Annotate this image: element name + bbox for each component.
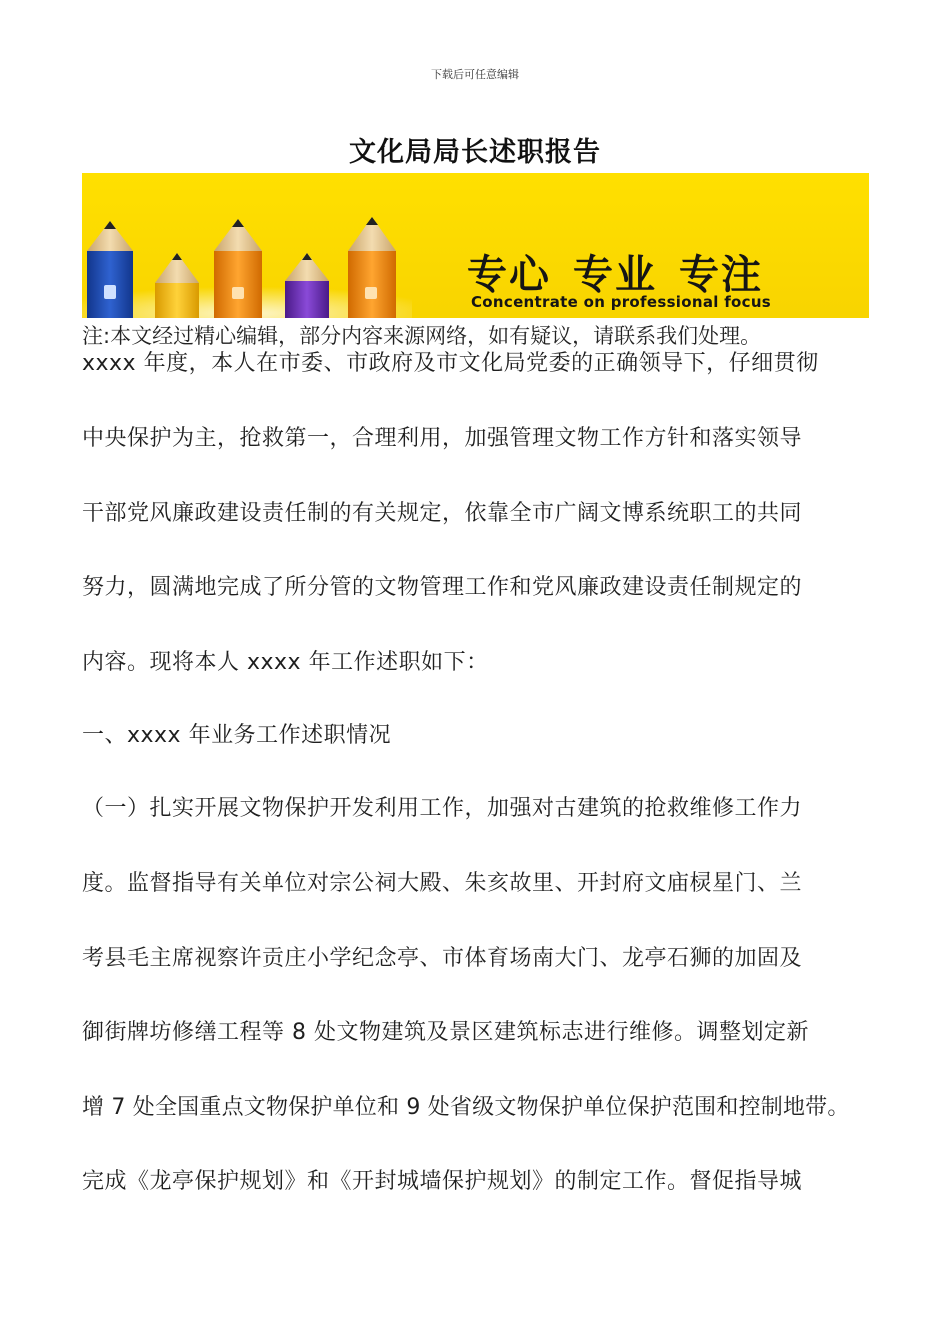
editor-note: 注:本文经过精心编辑，部分内容来源网络，如有疑议，请联系我们处理。 [82, 324, 762, 348]
body-line: 增 7 处全国重点文物保护单位和 9 处省级文物保护单位保护范围和控制地带。 [82, 1095, 850, 1120]
header-note: 下载后可任意编辑 [431, 68, 519, 81]
pencil-orange [214, 219, 262, 318]
body-line: 中央保护为主，抢救第一，合理利用，加强管理文物工作方针和落实领导 [82, 426, 803, 451]
body-line: 御街牌坊修缮工程等 8 处文物建筑及景区建筑标志进行维修。调整划定新 [82, 1020, 809, 1045]
section-heading: 一、xxxx 年业务工作述职情况 [82, 723, 392, 748]
banner-english-tagline: Concentrate on professional focus [471, 293, 772, 311]
body-line: 努力，圆满地完成了所分管的文物管理工作和党风廉政建设责任制规定的 [82, 575, 803, 600]
banner-slogan-2: 专业 [573, 252, 657, 298]
body-line: 度。监督指导有关单位对宗公祠大殿、朱亥故里、开封府文庙棂星门、兰 [82, 871, 803, 896]
banner-slogan-1: 专心 [467, 252, 551, 298]
banner-slogan-3: 专注 [679, 252, 763, 298]
body-line: 完成《龙亭保护规划》和《开封城墙保护规划》的制定工作。督促指导城 [82, 1169, 803, 1194]
banner-image [82, 173, 869, 318]
pencil-yellow-2 [348, 217, 396, 318]
body-line: xxxx 年度，本人在市委、市政府及市文化局党委的正确领导下，仔细贯彻 [82, 351, 819, 376]
pencil-blue [87, 221, 133, 318]
body-line: （一）扎实开展文物保护开发利用工作，加强对古建筑的抢救维修工作力 [82, 796, 803, 821]
banner-slogan [467, 243, 763, 300]
body-line: 考县毛主席视察许贡庄小学纪念亭、市体育场南大门、龙亭石狮的加固及 [82, 946, 803, 971]
pencil-yellow-1 [155, 253, 199, 318]
pencil-purple [285, 253, 329, 318]
body-line: 内容。现将本人 xxxx 年工作述职如下： [82, 650, 489, 675]
document-title: 文化局局长述职报告 [349, 137, 601, 168]
body-line: 干部党风廉政建设责任制的有关规定，依靠全市广阔文博系统职工的共同 [82, 501, 803, 526]
